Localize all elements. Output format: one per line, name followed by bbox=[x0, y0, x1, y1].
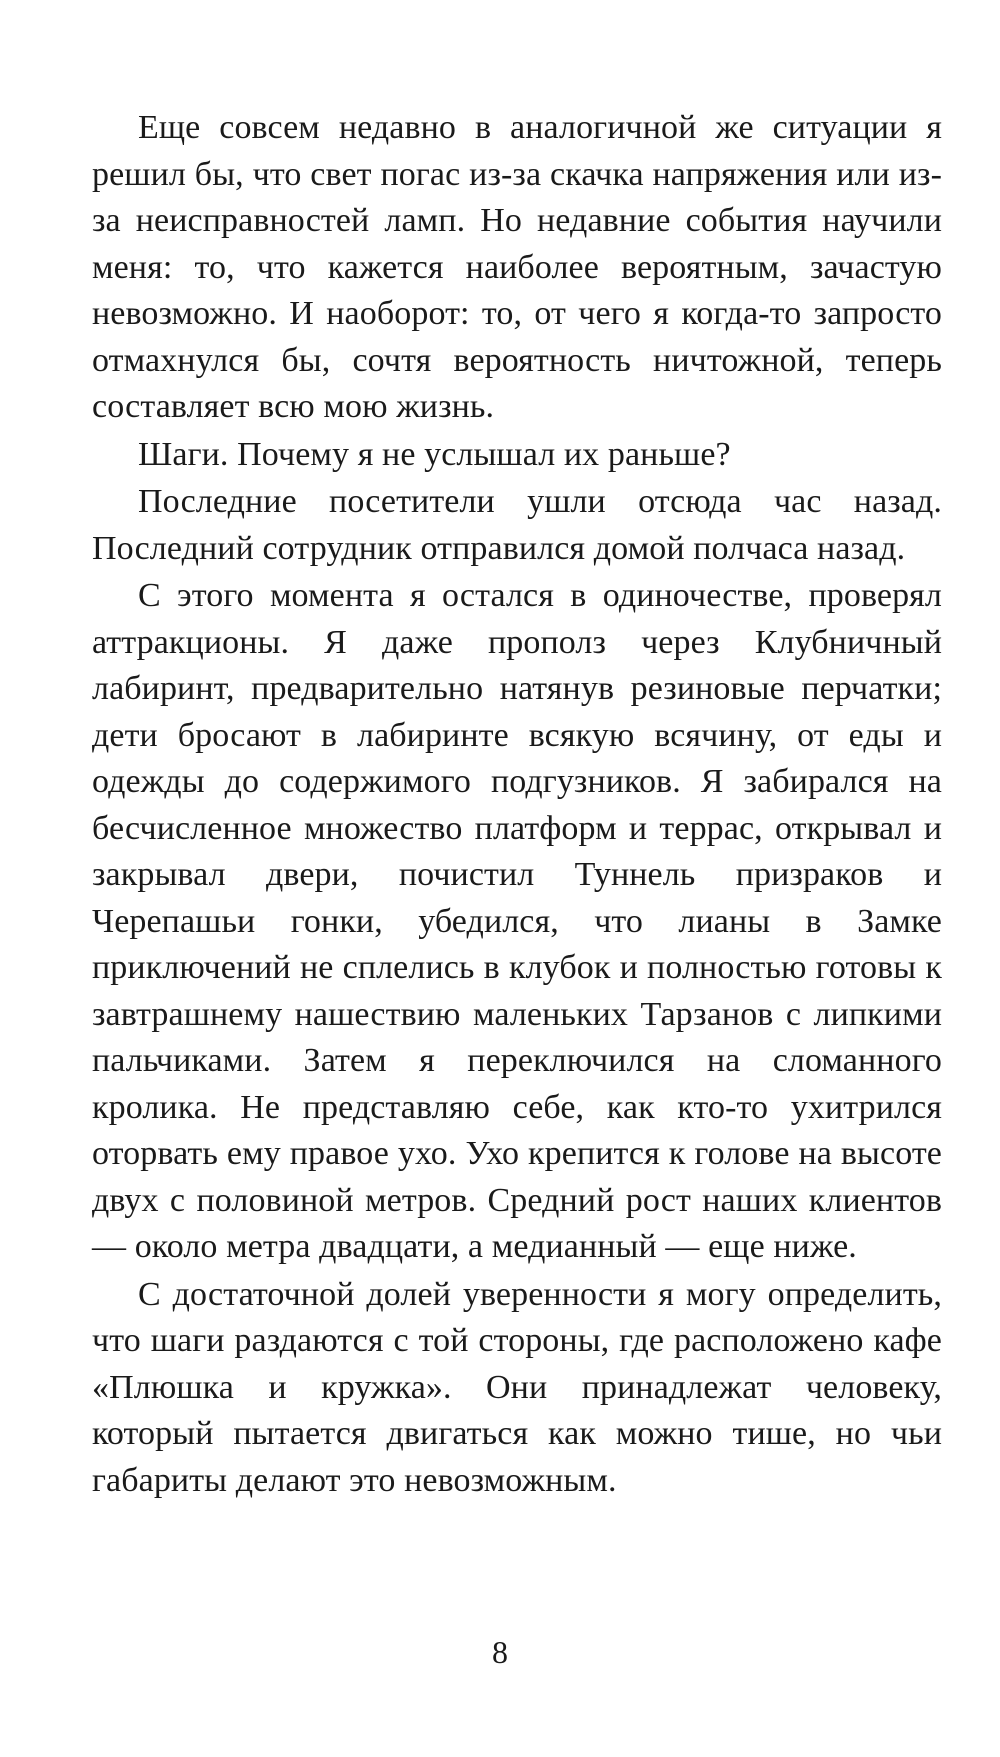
paragraph-1: Еще совсем недавно в аналогичной же ситуации я решил бы, что свет погас из-за скачка напряжения или из-за неисправностей ламп. Но недавние события научили меня: то, что кажется наиболее вероятным, зачастую невозможно. И наоборот: то, от чего я когда-то запросто отмахнулся бы, сочтя вероятность ничтожной, теперь составляет всю мою жизнь. bbox=[92, 109, 942, 425]
paragraph-4: С этого момента я остался в одиночестве, проверял аттракционы. Я даже прополз через Клубничный лабиринт, предварительно натянув резиновые перчатки; дети бросают в лабиринте всякую всячину, от еды и одежды до содержимого подгузников. Я забирался на бесчисленное множество платформ и террас, открывал и закрывал двери, почистил Туннель призраков и Черепашьи гонки, убедился, что лианы в Замке приключений не сплелись в клубок и полностью готовы к завтрашнему нашествию маленьких Тарзанов с липкими пальчиками. Затем я переключился на сломанного кролика. Не представляю себе, как кто-то ухитрился оторвать ему правое ухо. Ухо крепится к голове на высоте двух с половиной метров. Средний рост наших клиентов — около метра двадцати, а медианный — еще ниже. bbox=[92, 577, 942, 1265]
paragraph-3: Последние посетители ушли отсюда час назад. Последний сотрудник отправился домой полчаса назад. bbox=[92, 483, 942, 567]
page-number: 8 bbox=[492, 1634, 508, 1670]
paragraph-2: Шаги. Почему я не услышал их раньше? bbox=[138, 435, 731, 473]
paragraph-5: С достаточной долей уверенности я могу определить, что шаги раздаются с той стороны, где расположено кафе «Плюшка и кружка». Они принадлежат человеку, который пытается двигаться как можно тише, но чьи габариты делают это невозможным. bbox=[92, 1275, 942, 1499]
book-page-text bbox=[92, 105, 942, 1504]
